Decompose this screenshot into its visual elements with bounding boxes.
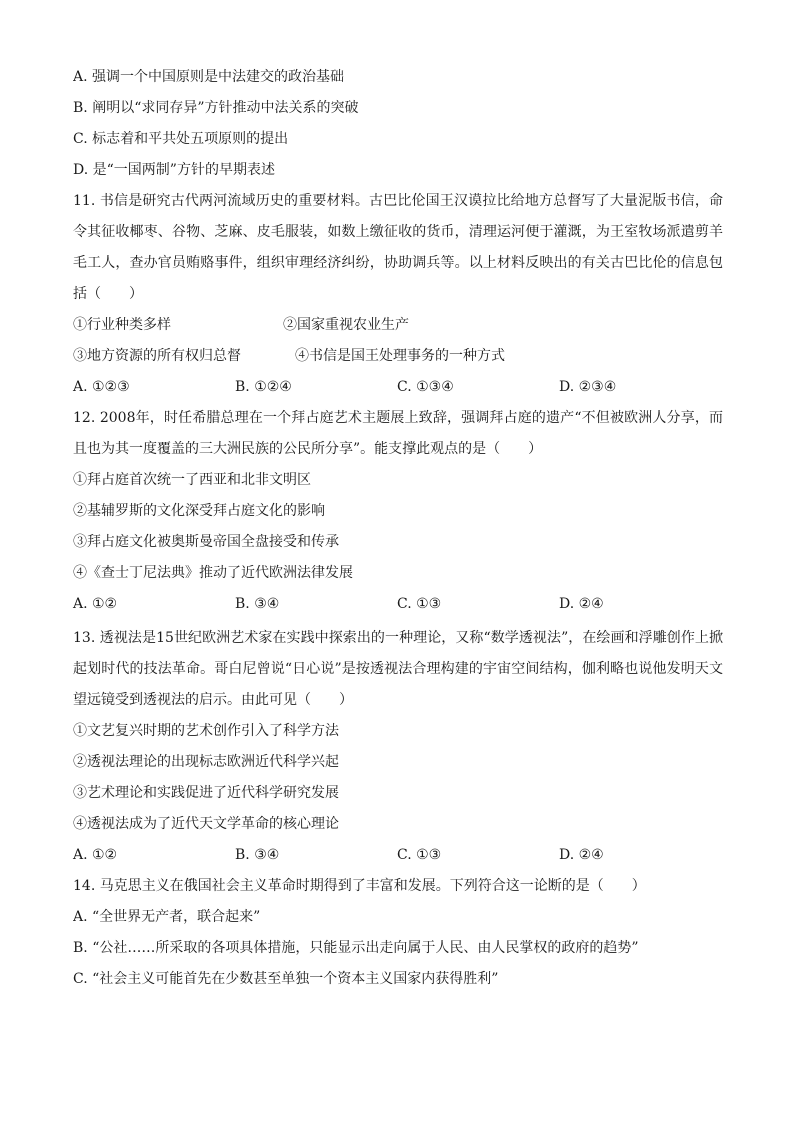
q10-option-c: C. 标志着和平共处五项原则的提出 (73, 131, 289, 147)
q11-choice-b: B. ①②④ (235, 379, 292, 395)
exam-page (73, 62, 723, 995)
q10-option-b: B. 阐明以“求同存异”方针推动中法关系的突破 (73, 100, 359, 116)
q12-item-3: ③拜占庭文化被奥斯曼帝国全盘接受和传承 (73, 534, 339, 550)
q13-stem: 13. 透视法是15世纪欧洲艺术家在实践中探索出的一种理论，又称“数学透视法”，在绘画和浮雕创作上掀起划时代的技法革命。哥白尼曾说“日心说”是按透视法合理构建的宇宙空间结构，伽利略也说他发明天文望远镜受到透视法的启示。由此可见（ ） (73, 630, 723, 708)
q14-option-c: C. “社会主义可能首先在少数甚至单独一个资本主义国家内获得胜利” (73, 971, 499, 987)
q14-option-b: B. “公社……所采取的各项具体措施，只能显示出走向属于人民、由人民掌权的政府的趋势” (73, 940, 639, 956)
q11-item-2: ②国家重视农业生产 (283, 317, 409, 333)
q13-item-4: ④透视法成为了近代天文学革命的核心理论 (73, 816, 339, 832)
q13-item-1: ①文艺复兴时期的艺术创作引入了科学方法 (73, 723, 339, 739)
q13-item-3: ③艺术理论和实践促进了近代科学研究发展 (73, 785, 339, 801)
q12-item-4: ④《查士丁尼法典》推动了近代欧洲法律发展 (73, 565, 353, 581)
q12-choice-a: A. ①② (73, 596, 118, 612)
q14-option-a: A. “全世界无产者，联合起来” (73, 909, 261, 925)
q10-option-d: D. 是“一国两制”方针的早期表述 (73, 162, 275, 178)
q11-item-4: ④书信是国王处理事务的一种方式 (295, 348, 505, 364)
q11-choices (73, 372, 723, 403)
q11-choice-c: C. ①③④ (397, 379, 454, 395)
q11-items-row-2 (73, 341, 723, 372)
q11-choice-a: A. ①②③ (73, 379, 130, 395)
q12-choice-c: C. ①③ (397, 596, 442, 612)
q12-choice-b: B. ③④ (235, 596, 280, 612)
q12-item-2: ②基辅罗斯的文化深受拜占庭文化的影响 (73, 503, 325, 519)
q11-stem: 11. 书信是研究古代两河流域历史的重要材料。古巴比伦国王汉谟拉比给地方总督写了大量泥版书信，命令其征收椰枣、谷物、芝麻、皮毛服装，如数上缴征收的货币，清理运河便于灌溉，为王室牧场派遣剪羊毛工人，查办官员贿赂事件，组织审理经济纠纷，协助调兵等。以上材料反映出的有关古巴比伦的信息包括（ ） (73, 193, 723, 302)
q12-stem: 12. 2008年，时任希腊总理在一个拜占庭艺术主题展上致辞，强调拜占庭的遗产“不但被欧洲人分享，而且也为其一度覆盖的三大洲民族的公民所分享”。能支撑此观点的是（ ） (73, 410, 723, 457)
q12-item-1: ①拜占庭首次统一了西亚和北非文明区 (73, 472, 311, 488)
q12-choices (73, 589, 723, 620)
q11-choice-d: D. ②③④ (559, 379, 617, 395)
q11-item-3: ③地方资源的所有权归总督 (73, 348, 241, 364)
q13-choices (73, 840, 723, 871)
q13-choice-c: C. ①③ (397, 847, 442, 863)
q10-option-a: A. 强调一个中国原则是中法建交的政治基础 (73, 69, 345, 85)
q11-item-1: ①行业种类多样 (73, 317, 171, 333)
q12-choice-d: D. ②④ (559, 596, 604, 612)
q13-choice-b: B. ③④ (235, 847, 280, 863)
q13-choice-d: D. ②④ (559, 847, 604, 863)
q14-stem: 14. 马克思主义在俄国社会主义革命时期得到了丰富和发展。下列符合这一论断的是（ ） (73, 878, 646, 894)
q13-item-2: ②透视法理论的出现标志欧洲近代科学兴起 (73, 754, 339, 770)
q13-choice-a: A. ①② (73, 847, 118, 863)
q11-items-row-1 (73, 310, 723, 341)
